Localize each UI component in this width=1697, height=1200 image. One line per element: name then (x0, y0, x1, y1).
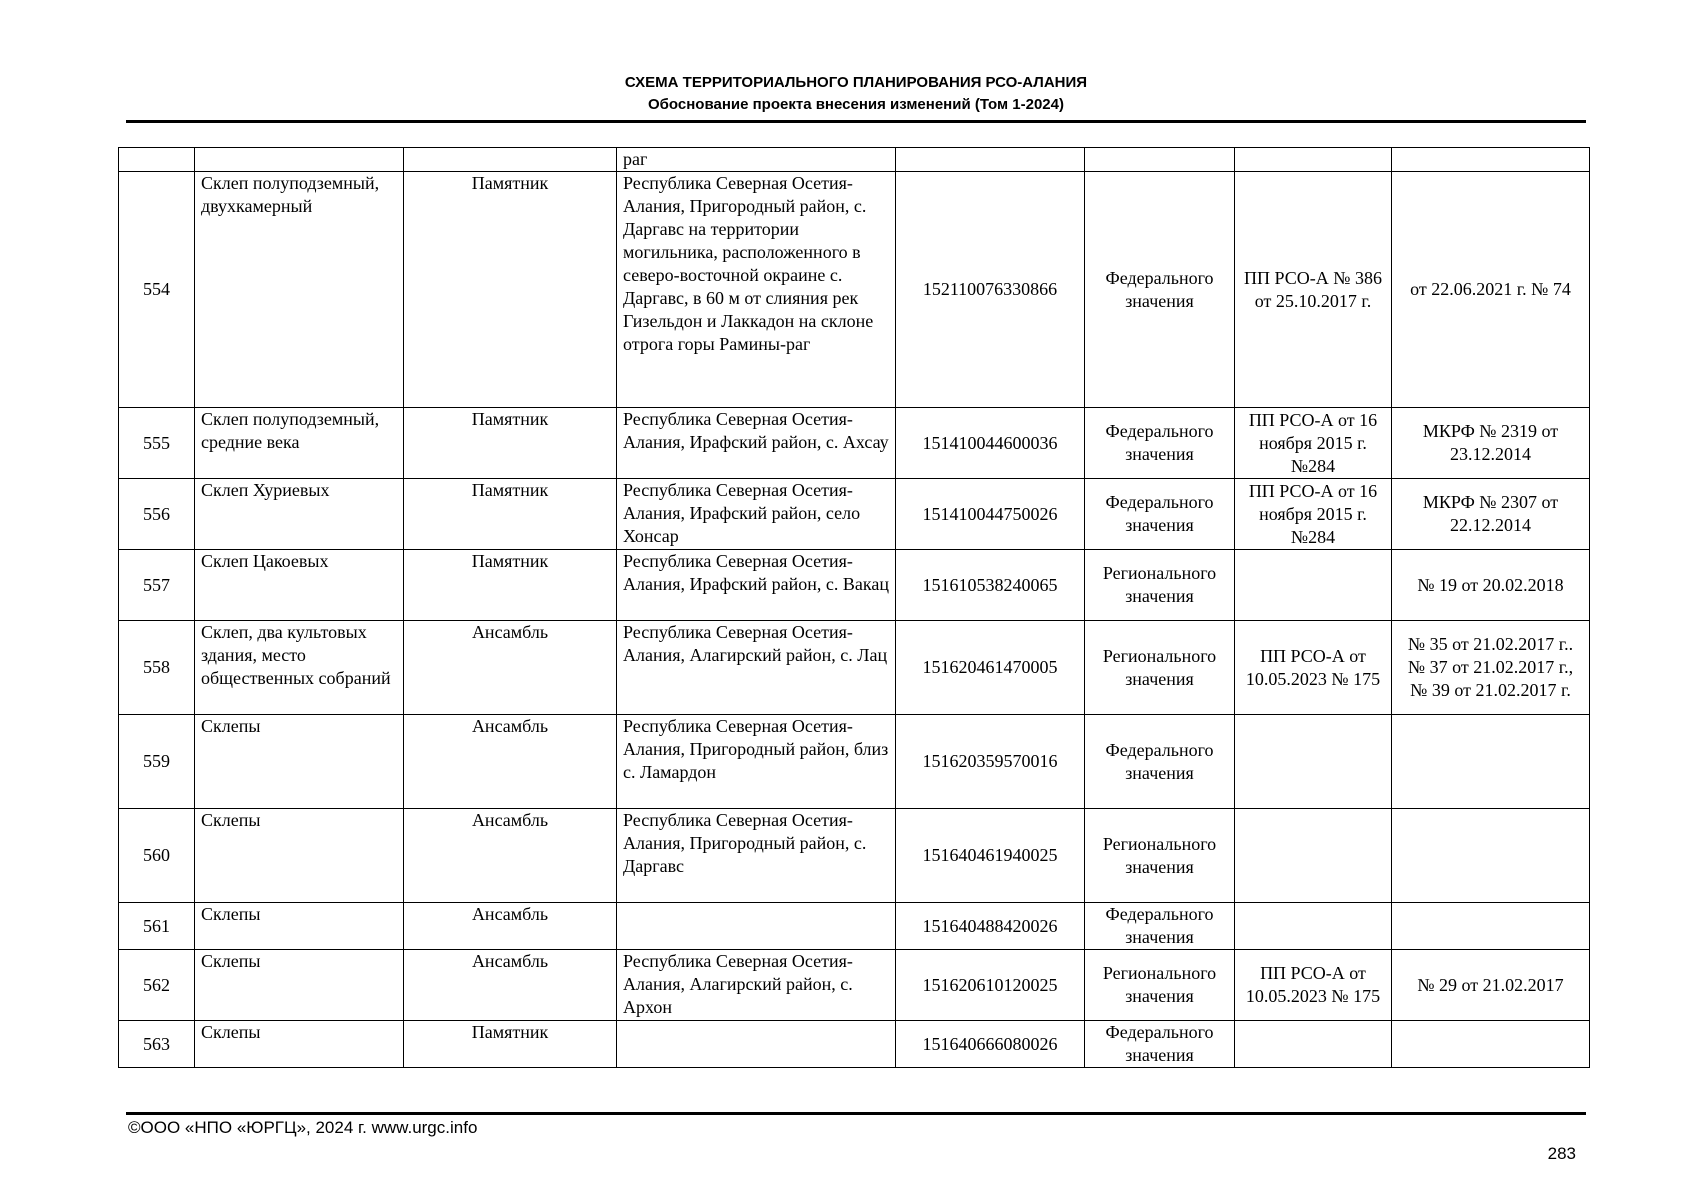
cell-act (1235, 148, 1392, 172)
cell-act (1235, 809, 1392, 903)
table-row (119, 408, 1590, 479)
cell-category: Федерального значения (1085, 408, 1235, 479)
cell-registration: от 22.06.2021 г. № 74 (1392, 172, 1590, 408)
cell-category: Регионального значения (1085, 809, 1235, 903)
cell-registry-code: 151620461470005 (896, 621, 1085, 715)
cell-registry-code: 151610538240065 (896, 550, 1085, 621)
cell-category: Федерального значения (1085, 1021, 1235, 1068)
cell-number: 559 (119, 715, 195, 809)
table-row (119, 550, 1590, 621)
cell-number: 557 (119, 550, 195, 621)
cell-act (1235, 903, 1392, 950)
cell-address (617, 903, 896, 950)
cell-registry-code: 151640461940025 (896, 809, 1085, 903)
cell-address: Республика Северная Осетия-Алания, Ирафский район, с. Ахсау (617, 408, 896, 479)
cell-number: 561 (119, 903, 195, 950)
cell-registration (1392, 903, 1590, 950)
cell-act: ПП РСО-А № 386 от 25.10.2017 г. (1235, 172, 1392, 408)
cell-object-type: Ансамбль (404, 621, 617, 715)
cell-object-name: Склепы (195, 809, 404, 903)
cell-registry-code: 151640488420026 (896, 903, 1085, 950)
cell-registration (1392, 148, 1590, 172)
cell-number: 556 (119, 479, 195, 550)
cell-address: Республика Северная Осетия-Алания, Алагирский район, с. Лац (617, 621, 896, 715)
table-row (119, 621, 1590, 715)
cell-category: Федерального значения (1085, 715, 1235, 809)
cell-number: 560 (119, 809, 195, 903)
cell-act (1235, 1021, 1392, 1068)
cell-act: ПП РСО-А от 10.05.2023 № 175 (1235, 621, 1392, 715)
cell-category: Регионального значения (1085, 950, 1235, 1021)
cell-object-type: Ансамбль (404, 809, 617, 903)
cell-object-type: Ансамбль (404, 903, 617, 950)
cell-registry-code: 151640666080026 (896, 1021, 1085, 1068)
cell-registration: МКРФ № 2319 от 23.12.2014 (1392, 408, 1590, 479)
cell-registration (1392, 1021, 1590, 1068)
cell-address: Республика Северная Осетия-Алания, Пригородный район, с. Даргавс (617, 809, 896, 903)
cell-registry-code: 151620610120025 (896, 950, 1085, 1021)
cell-registration (1392, 809, 1590, 903)
cell-registration: № 35 от 21.02.2017 г.. № 37 от 21.02.2017 г., № 39 от 21.02.2017 г. (1392, 621, 1590, 715)
cell-object-type: Памятник (404, 1021, 617, 1068)
cell-category: Федерального значения (1085, 172, 1235, 408)
cell-number: 554 (119, 172, 195, 408)
footer-rule (126, 1112, 1586, 1115)
table-row (119, 479, 1590, 550)
page-number: 283 (1547, 1144, 1576, 1163)
table-body (119, 148, 1590, 1068)
cell-object-name: Склеп полуподземный, двухкамерный (195, 172, 404, 408)
cell-address: раг (617, 148, 896, 172)
cell-number: 562 (119, 950, 195, 1021)
cell-registry-code: 151410044750026 (896, 479, 1085, 550)
cell-object-type: Ансамбль (404, 715, 617, 809)
cell-object-type (404, 148, 617, 172)
cell-act: ПП РСО-А от 10.05.2023 № 175 (1235, 950, 1392, 1021)
cell-address: Республика Северная Осетия-Алания, Пригородный район, с. Даргавс на территории могильника, расположенного в северо-восточной окраине с. Даргавс, в 60 м от слияния рек Гизельдон и Лаккадон на склоне отрога горы Рамины-раг (617, 172, 896, 408)
cell-address: Республика Северная Осетия-Алания, Пригородный район, близ с. Ламардон (617, 715, 896, 809)
header-title: СХЕМА ТЕРРИТОРИАЛЬНОГО ПЛАНИРОВАНИЯ РСО-АЛАНИЯ (624, 74, 1088, 91)
cell-number: 555 (119, 408, 195, 479)
cell-object-name (195, 148, 404, 172)
cell-object-type: Ансамбль (404, 950, 617, 1021)
cell-object-name: Склепы (195, 903, 404, 950)
header-subtitle: Обоснование проекта внесения изменений (Том 1-2024) (648, 96, 1064, 113)
cell-category: Регионального значения (1085, 550, 1235, 621)
table-row (119, 172, 1590, 408)
table-row (119, 715, 1590, 809)
cell-registry-code (896, 148, 1085, 172)
cell-category: Федерального значения (1085, 903, 1235, 950)
cell-object-type: Памятник (404, 479, 617, 550)
header-rule (126, 120, 1586, 123)
cell-registration (1392, 715, 1590, 809)
cell-number: 563 (119, 1021, 195, 1068)
cell-object-name: Склеп Цакоевых (195, 550, 404, 621)
cell-object-name: Склепы (195, 715, 404, 809)
heritage-register-table (118, 147, 1590, 1068)
table-row (119, 148, 1590, 172)
cell-address: Республика Северная Осетия-Алания, Ирафский район, с. Вакац (617, 550, 896, 621)
cell-address: Республика Северная Осетия-Алания, Алагирский район, с. Архон (617, 950, 896, 1021)
cell-category: Федерального значения (1085, 479, 1235, 550)
cell-object-name: Склеп Хуриевых (195, 479, 404, 550)
cell-object-type: Памятник (404, 172, 617, 408)
cell-act (1235, 715, 1392, 809)
cell-category (1085, 148, 1235, 172)
cell-object-name: Склеп, два культовых здания, место общественных собраний (195, 621, 404, 715)
cell-registration: № 19 от 20.02.2018 (1392, 550, 1590, 621)
table-row (119, 809, 1590, 903)
cell-registry-code: 152110076330866 (896, 172, 1085, 408)
cell-registration: № 29 от 21.02.2017 (1392, 950, 1590, 1021)
table-row (119, 903, 1590, 950)
cell-address: Республика Северная Осетия-Алания, Ирафский район, село Хонсар (617, 479, 896, 550)
cell-category: Регионального значения (1085, 621, 1235, 715)
cell-object-name: Склепы (195, 1021, 404, 1068)
cell-registry-code: 151620359570016 (896, 715, 1085, 809)
footer-copyright: ©ООО «НПО «ЮРГЦ», 2024 г. www.urgc.info (128, 1118, 478, 1137)
cell-act: ПП РСО-А от 16 ноября 2015 г. №284 (1235, 479, 1392, 550)
cell-object-type: Памятник (404, 408, 617, 479)
table-row (119, 1021, 1590, 1068)
cell-act (1235, 550, 1392, 621)
cell-number (119, 148, 195, 172)
table-row (119, 950, 1590, 1021)
cell-object-name: Склеп полуподземный, средние века (195, 408, 404, 479)
cell-address (617, 1021, 896, 1068)
cell-registration: МКРФ № 2307 от 22.12.2014 (1392, 479, 1590, 550)
cell-object-type: Памятник (404, 550, 617, 621)
cell-number: 558 (119, 621, 195, 715)
cell-act: ПП РСО-А от 16 ноября 2015 г. №284 (1235, 408, 1392, 479)
document-header (126, 72, 1586, 116)
cell-object-name: Склепы (195, 950, 404, 1021)
cell-registry-code: 151410044600036 (896, 408, 1085, 479)
